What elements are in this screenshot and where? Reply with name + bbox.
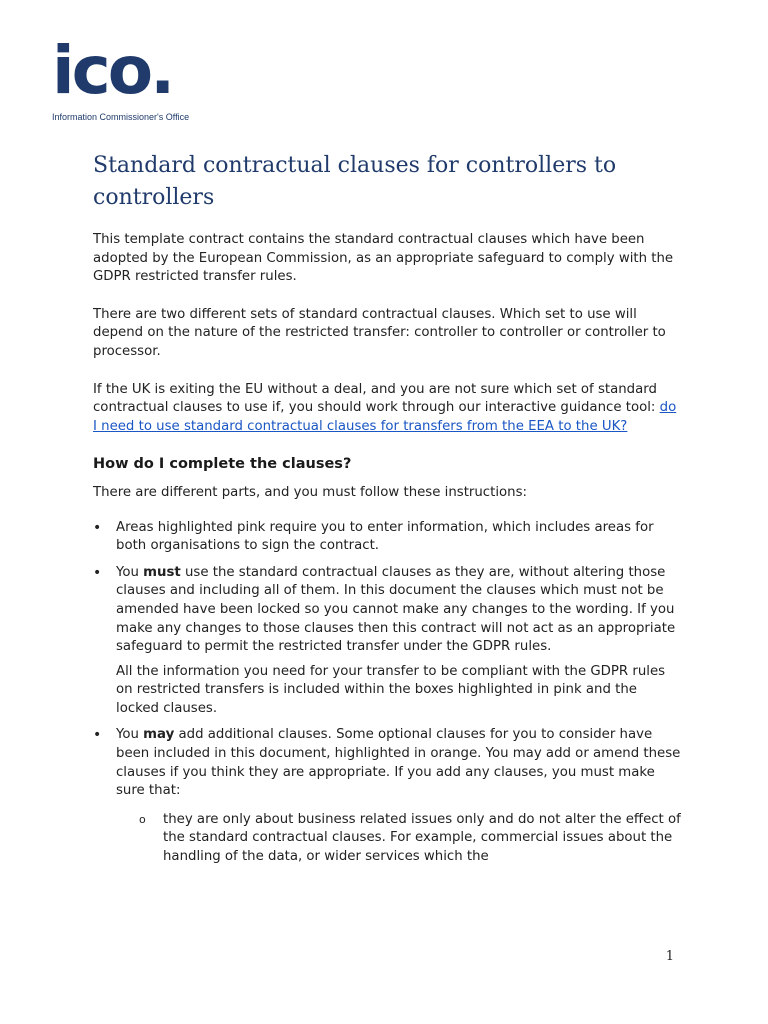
list-item: [93, 726, 683, 866]
sub-list: [116, 811, 683, 867]
guidance-tool-link[interactable]: do I need to use standard contractual clauses for transfers from the EEA to the UK?: [93, 400, 677, 434]
sub-list-item: [116, 811, 683, 867]
emphasis-may: may: [143, 727, 175, 743]
document-title: Standard contractual clauses for controllers to controllers: [93, 153, 617, 210]
page-number: 1: [665, 949, 674, 964]
brexit-text: If the UK is exiting the EU without a deal, and you are not sure which set of standard contractual clauses to use if, you should work through our interactive guidance tool:: [93, 381, 660, 416]
sub-bullet-text: they are only about business related issues only and do not alter the effect of the standard contractual clauses. For example, commercial issues about the handling of the data, or wider services which the: [163, 811, 681, 865]
bullet-text: You must use the standard contractual clauses as they are, without altering those clauses and including all of them. In this document the clauses which must not be amended have been locked so you cannot make any changes to the wording. If you make any changes to those clauses then this contract will not act as an appropriate safeguard to permit the restricted transfer under the GDPR rules.: [116, 564, 676, 655]
bullet-text: You may add additional clauses. Some optional clauses for you to consider have been included in this document, highlighted in orange. You may add or amend these clauses if you think they are appropriate. If you add any clauses, you must make sure that:: [116, 727, 681, 799]
ico-logo: [52, 32, 202, 122]
bullet-text: Areas highlighted pink require you to enter information, which includes areas for both organisations to sign the contract.: [116, 519, 654, 554]
emphasis-must: must: [143, 564, 181, 580]
sub-bullet-icon: o: [139, 812, 146, 826]
intro-paragraph-1: This template contract contains the standard contractual clauses which have been adopted by the European Commission, as an appropriate safeguard to comply with the GDPR restricted transfer rules.: [93, 232, 674, 285]
bullet-followup-paragraph: All the information you need for your transfer to be compliant with the GDPR rules on restricted transfers is included within the boxes highlighted in pink and the locked clauses.: [116, 663, 666, 716]
list-item: [93, 564, 683, 719]
section-intro: There are different parts, and you must follow these instructions:: [93, 484, 527, 500]
logo-subtitle: Information Commissioner's Office: [52, 112, 190, 122]
bullet-icon: •: [93, 519, 102, 536]
brexit-paragraph: [93, 381, 683, 437]
bullet-icon: •: [93, 564, 102, 581]
section-heading: How do I complete the clauses?: [93, 456, 352, 473]
document-body: [93, 231, 683, 875]
list-item: [93, 519, 683, 556]
intro-paragraph-2: There are two different sets of standard contractual clauses. Which set to use will depend on the nature of the restricted transfer: controller to controller or controller to processor.: [93, 306, 666, 359]
bullet-icon: •: [93, 727, 102, 744]
logo-wordmark: ico.: [52, 32, 173, 109]
instructions-list: [93, 519, 683, 867]
